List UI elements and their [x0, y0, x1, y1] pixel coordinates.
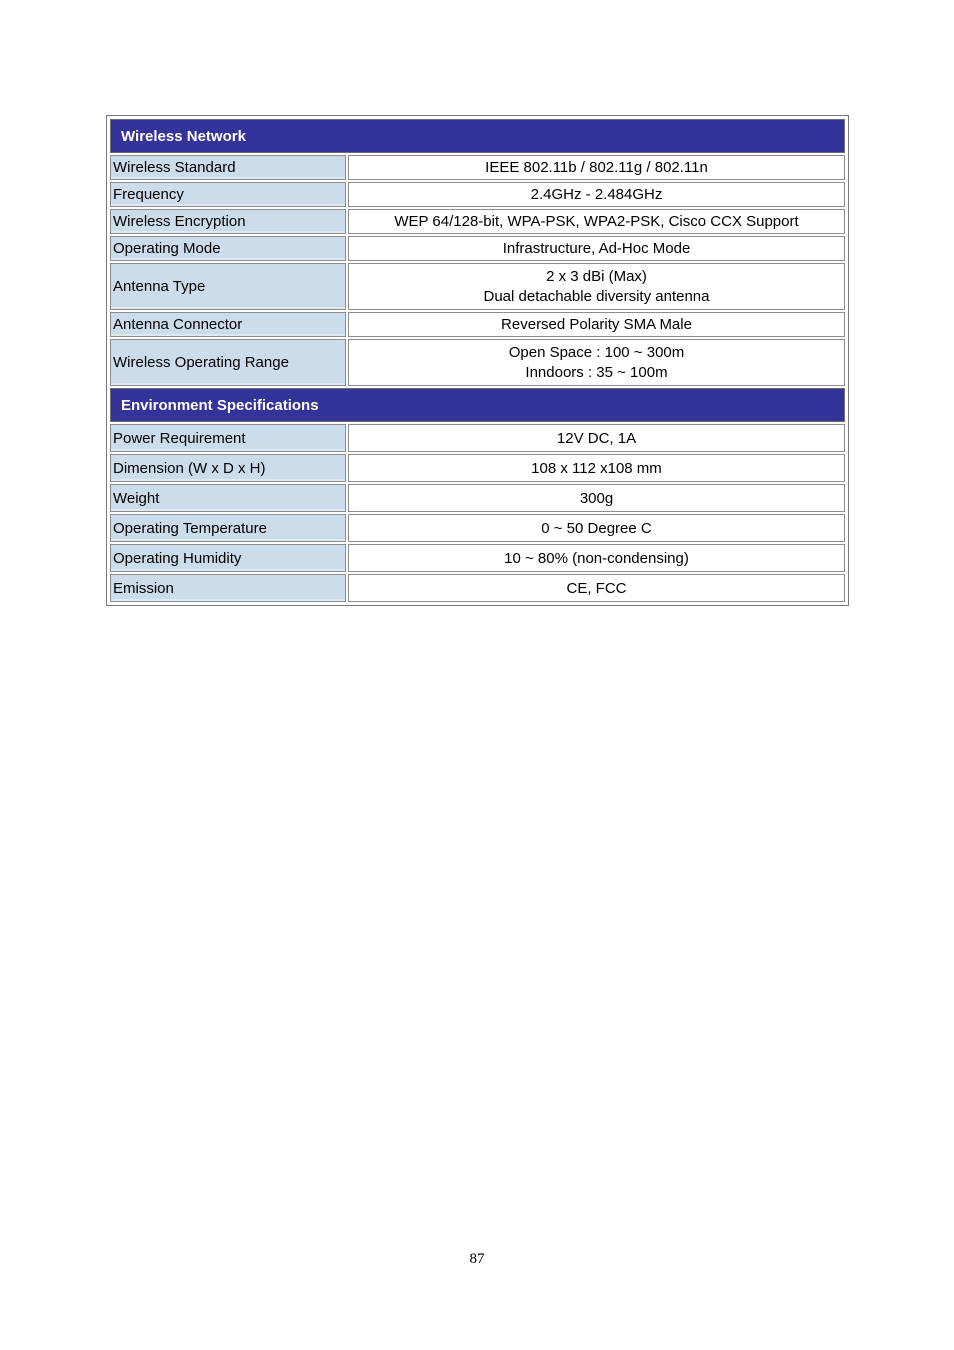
- row-label: Emission: [110, 574, 346, 602]
- table-row: [110, 454, 845, 482]
- row-value: [348, 263, 845, 310]
- page-number: 87: [469, 1251, 485, 1267]
- row-value: [348, 424, 845, 452]
- row-value-line: Inndoors : 35 ~ 100m: [525, 363, 668, 381]
- row-value: [348, 484, 845, 512]
- row-value-line: Reversed Polarity SMA Male: [501, 316, 692, 333]
- row-value-line: CE, FCC: [566, 579, 627, 597]
- table-row: [110, 514, 845, 542]
- row-label: Wireless Encryption: [110, 209, 346, 234]
- row-label: Operating Mode: [110, 236, 346, 261]
- row-label: Frequency: [110, 182, 346, 207]
- table-row: [110, 574, 845, 602]
- row-label: Wireless Operating Range: [110, 339, 346, 386]
- row-value-line: 300g: [579, 489, 614, 507]
- row-label: Operating Humidity: [110, 544, 346, 572]
- row-value-line: 2.4GHz - 2.484GHz: [530, 186, 663, 203]
- row-value-line: Open Space : 100 ~ 300m: [508, 343, 685, 361]
- section-header-environment-specifications: [110, 388, 845, 422]
- section-header-wireless-network: [110, 119, 845, 153]
- row-value-line: Dual detachable diversity antenna: [483, 287, 710, 305]
- table-row: [110, 339, 845, 386]
- row-label: Power Requirement: [110, 424, 346, 452]
- row-value: [348, 236, 845, 261]
- table-row: [110, 236, 845, 261]
- section-title: Environment Specifications: [110, 388, 845, 422]
- row-value-line: 0 ~ 50 Degree C: [541, 519, 652, 537]
- row-value-line: 108 x 112 x108 mm: [531, 459, 662, 477]
- table-row: [110, 209, 845, 234]
- table-row: [110, 312, 845, 337]
- row-value: [348, 544, 845, 572]
- row-value: [348, 312, 845, 337]
- row-value: [348, 514, 845, 542]
- row-value: [348, 155, 845, 180]
- row-value-line: Infrastructure, Ad-Hoc Mode: [502, 240, 691, 257]
- row-value: [348, 574, 845, 602]
- row-label: Weight: [110, 484, 346, 512]
- row-value-line: 10 ~ 80% (non-condensing): [504, 549, 689, 567]
- table-row: [110, 424, 845, 452]
- row-value-line: 12V DC, 1A: [556, 429, 637, 447]
- row-label: Operating Temperature: [110, 514, 346, 542]
- table-row: [110, 263, 845, 310]
- row-value-line: WEP 64/128-bit, WPA-PSK, WPA2-PSK, Cisco CCX Support: [394, 213, 799, 230]
- table-row: [110, 484, 845, 512]
- table-row: [110, 155, 845, 180]
- row-value: [348, 209, 845, 234]
- row-label: Antenna Connector: [110, 312, 346, 337]
- table-row: [110, 544, 845, 572]
- table-row: [110, 182, 845, 207]
- row-value: [348, 182, 845, 207]
- section-title: Wireless Network: [110, 119, 845, 153]
- row-label: Dimension (W x D x H): [110, 454, 346, 482]
- row-value: [348, 454, 845, 482]
- row-label: Antenna Type: [110, 263, 346, 310]
- row-label: Wireless Standard: [110, 155, 346, 180]
- row-value-line: 2 x 3 dBi (Max): [546, 267, 647, 285]
- spec-table-grid: [108, 117, 847, 604]
- row-value: [348, 339, 845, 386]
- spec-table: [106, 115, 849, 606]
- row-value-line: IEEE 802.11b / 802.11g / 802.11n: [485, 159, 708, 176]
